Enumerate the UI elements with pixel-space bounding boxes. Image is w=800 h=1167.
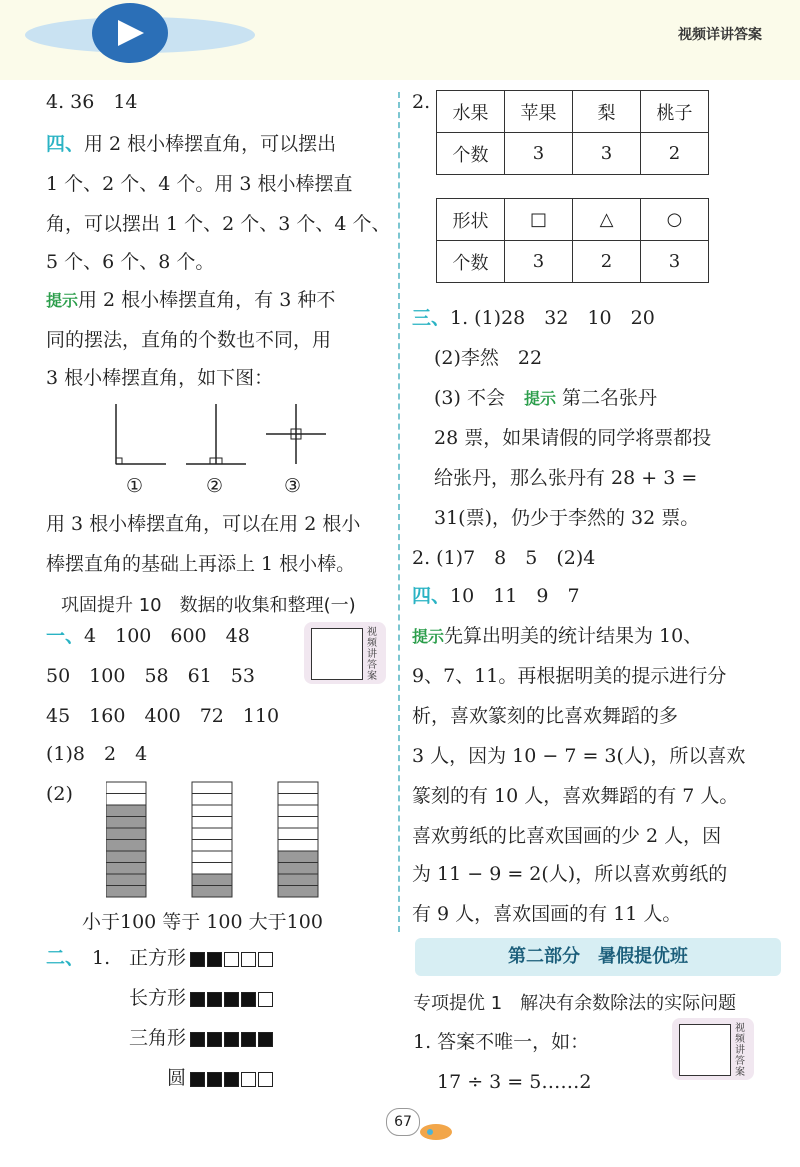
qr-code[interactable] [304, 622, 386, 684]
tip-label: 提示 [412, 627, 445, 646]
answer-text: (2)李然 22 [434, 347, 543, 369]
tip-line [434, 384, 657, 413]
table-cell: □ [505, 199, 573, 241]
answer-text: 10 11 9 7 [450, 585, 580, 607]
answer-text: 45 160 400 72 110 [46, 705, 280, 727]
header-label: 视频详讲答案 [678, 27, 762, 43]
tip-text: 用 2 根小棒摆直角，有 3 种不 [78, 289, 336, 311]
section-mark: 四、 [46, 133, 85, 155]
answer-text: 棒摆直角的基础上再添上 1 根小棒。 [46, 553, 356, 575]
bar-cell-empty [192, 794, 232, 806]
qr-code[interactable] [672, 1018, 754, 1080]
filled-square [224, 1072, 239, 1087]
answer-text: 1 个、2 个、4 个。用 3 根小棒摆直 [46, 173, 353, 195]
shape-row [116, 984, 376, 1012]
table-cell: ○ [641, 199, 709, 241]
bar-cell-filled [192, 874, 232, 886]
answer-text: 用 3 根小棒摆直角，可以在用 2 根小 [46, 513, 361, 535]
empty-square [258, 952, 273, 967]
section-four [412, 582, 580, 610]
tip-text: 3 人，因为 10 − 7 = 3(人)，所以喜欢 [412, 745, 746, 767]
bar-cell-empty [106, 794, 146, 806]
shape-name: 正方形 [128, 947, 186, 969]
figure-label: ② [206, 475, 224, 497]
qr-code-image [311, 628, 363, 680]
bar-cell-filled [106, 828, 146, 840]
tip-label: 提示 [523, 389, 556, 408]
filled-square [241, 992, 256, 1007]
bar-cell-empty [278, 782, 318, 794]
part-two-banner: 第二部分 暑假提优班 [415, 938, 781, 976]
answer-line: 4. 36 14 [46, 91, 138, 113]
table-cell: 2 [573, 241, 641, 283]
tip-text: 9、7、11。再根据明美的提示进行分 [412, 665, 727, 687]
section-mark: 二、 [46, 947, 85, 969]
table-cell: 形状 [437, 199, 505, 241]
empty-square [224, 952, 239, 967]
answer-text: 50 100 58 61 53 [46, 665, 255, 687]
filled-square [190, 992, 205, 1007]
figure-two [186, 404, 246, 464]
section-mark: 四、 [412, 585, 451, 607]
bar-cell-filled [106, 886, 146, 898]
bar-cell-empty [192, 805, 232, 817]
table-cell: 苹果 [505, 91, 573, 133]
section-two [46, 944, 84, 972]
qr-caption: 视频讲答案 [735, 1023, 745, 1078]
bar-cell-empty [278, 828, 318, 840]
page-header [0, 0, 800, 80]
filled-square [224, 992, 239, 1007]
video-play-logo [20, 0, 280, 70]
tip-text: 第二名张丹 [562, 387, 658, 409]
table-cell: 梨 [573, 91, 641, 133]
answer-text: (3) 不会 [434, 387, 505, 409]
filled-square [190, 952, 205, 967]
shape-table [436, 198, 709, 283]
right-angle-figures [106, 400, 406, 500]
qr-code-image [679, 1024, 731, 1076]
tip-text: 析，喜欢篆刻的比喜欢舞蹈的多 [412, 705, 679, 727]
answer-text: 用 2 根小棒摆直角，可以摆出 [84, 133, 337, 155]
tip-line [46, 286, 335, 315]
square-tally [190, 987, 275, 1009]
bar-cell-empty [192, 863, 232, 875]
shape-row [116, 944, 376, 972]
bar-chart [106, 780, 386, 905]
special-title: 专项提优 1 解决有余数除法的实际问题 [413, 993, 737, 1014]
lesson-title: 巩固提升 10 数据的收集和整理(一) [61, 595, 356, 616]
table-cell: 3 [505, 133, 573, 175]
bar-cell-empty [278, 817, 318, 829]
filled-square [207, 952, 222, 967]
bar-cell-filled [278, 886, 318, 898]
item-number: 1. [92, 947, 111, 969]
answer-text: (2) [46, 783, 73, 805]
empty-square [241, 952, 256, 967]
tip-text: 为 11 − 9 = 2(人)，所以喜欢剪纸的 [412, 863, 728, 885]
answer-text: 5 个、6 个、8 个。 [46, 251, 215, 273]
answer-text: 4 100 600 48 [84, 625, 250, 647]
tip-text: 28 票，如果请假的同学将票都投 [434, 427, 712, 449]
submarine-icon [416, 1120, 456, 1142]
square-tally [190, 1027, 275, 1049]
bar-cell-filled [106, 851, 146, 863]
bar-cell-empty [192, 851, 232, 863]
bar-cell-filled [278, 851, 318, 863]
figure-label: ③ [284, 475, 302, 497]
bar-column [192, 782, 232, 897]
bar-cell-filled [106, 863, 146, 875]
shape-row [116, 1064, 376, 1092]
bar-cell-empty [278, 840, 318, 852]
tip-text: 篆刻的有 10 人，喜欢舞蹈的有 7 人。 [412, 785, 739, 807]
tip-text: 给张丹，那么张丹有 28 + 3 = [434, 467, 698, 489]
bar-cell-filled [106, 817, 146, 829]
empty-square [258, 1072, 273, 1087]
bar-column [106, 782, 146, 897]
bar-cell-filled [106, 805, 146, 817]
tip-label: 提示 [46, 291, 79, 310]
bar-cell-filled [106, 874, 146, 886]
tip-text: 喜欢剪纸的比喜欢国画的少 2 人，因 [412, 825, 722, 847]
answer-text: 17 ÷ 3 = 5……2 [437, 1071, 592, 1093]
section-three [412, 304, 655, 332]
table-cell: 个数 [437, 133, 505, 175]
filled-square [207, 1032, 222, 1047]
bar-cell-empty [278, 805, 318, 817]
qr-caption: 视频讲答案 [367, 627, 377, 682]
bar-cell-empty [192, 817, 232, 829]
tip-text: 先算出明美的统计结果为 10、 [444, 625, 703, 647]
section-mark: 三、 [412, 307, 451, 329]
filled-square [224, 1032, 239, 1047]
square-tally [190, 1067, 275, 1089]
table-row [437, 199, 709, 241]
answer-text: 角，可以摆出 1 个、2 个、3 个、4 个、 [46, 213, 391, 235]
table-cell: △ [573, 199, 641, 241]
section-four [46, 130, 336, 158]
table-row [437, 133, 709, 175]
table-cell: 水果 [437, 91, 505, 133]
filled-square [207, 1072, 222, 1087]
bar-cell-empty [106, 782, 146, 794]
table-cell: 3 [505, 241, 573, 283]
filled-square [207, 992, 222, 1007]
filled-square [258, 1032, 273, 1047]
tip-text: 有 9 人，喜欢国画的有 11 人。 [412, 903, 682, 925]
bar-cell-empty [278, 794, 318, 806]
tip-text: 3 根小棒摆直角，如下图： [46, 367, 274, 389]
square-tally [190, 947, 275, 969]
bar-cell-filled [106, 840, 146, 852]
table-row [437, 241, 709, 283]
tip-text: 31(票)，仍少于李然的 32 票。 [434, 507, 700, 529]
table-cell: 2 [641, 133, 709, 175]
bar-column [278, 782, 318, 897]
section-mark: 一、 [46, 625, 85, 647]
table-cell: 桃子 [641, 91, 709, 133]
shape-row [116, 1024, 376, 1052]
empty-square [258, 992, 273, 1007]
filled-square [190, 1032, 205, 1047]
section-one [46, 622, 250, 650]
answer-text: 1. (1)28 32 10 20 [450, 307, 655, 329]
figure-three [266, 404, 326, 464]
bar-cell-empty [192, 828, 232, 840]
table-row [437, 91, 709, 133]
answer-text: 1. 答案不唯一，如： [413, 1031, 590, 1053]
bar-cell-empty [192, 782, 232, 794]
answer-text: (1)8 2 4 [46, 743, 148, 765]
shape-name: 圆 [166, 1067, 186, 1089]
page-number: 67 [386, 1108, 420, 1136]
filled-square [241, 1032, 256, 1047]
column-divider [398, 92, 400, 932]
bar-cell-filled [192, 886, 232, 898]
shape-name: 三角形 [128, 1027, 186, 1049]
table-cell: 3 [641, 241, 709, 283]
tip-line [412, 622, 702, 651]
fruit-table [436, 90, 709, 175]
item-number: 2. [412, 91, 431, 113]
filled-square [190, 1072, 205, 1087]
shape-name: 长方形 [128, 987, 186, 1009]
bar-cell-empty [192, 840, 232, 852]
tip-text: 同的摆法，直角的个数也不同，用 [46, 329, 332, 351]
figure-label: ① [126, 475, 144, 497]
figure-one [116, 404, 166, 464]
bar-cell-filled [278, 874, 318, 886]
chart-caption: 小于100 等于 100 大于100 [82, 911, 323, 933]
table-cell: 3 [573, 133, 641, 175]
table-cell: 个数 [437, 241, 505, 283]
empty-square [241, 1072, 256, 1087]
bar-cell-filled [278, 863, 318, 875]
answer-text: 2. (1)7 8 5 (2)4 [412, 547, 596, 569]
